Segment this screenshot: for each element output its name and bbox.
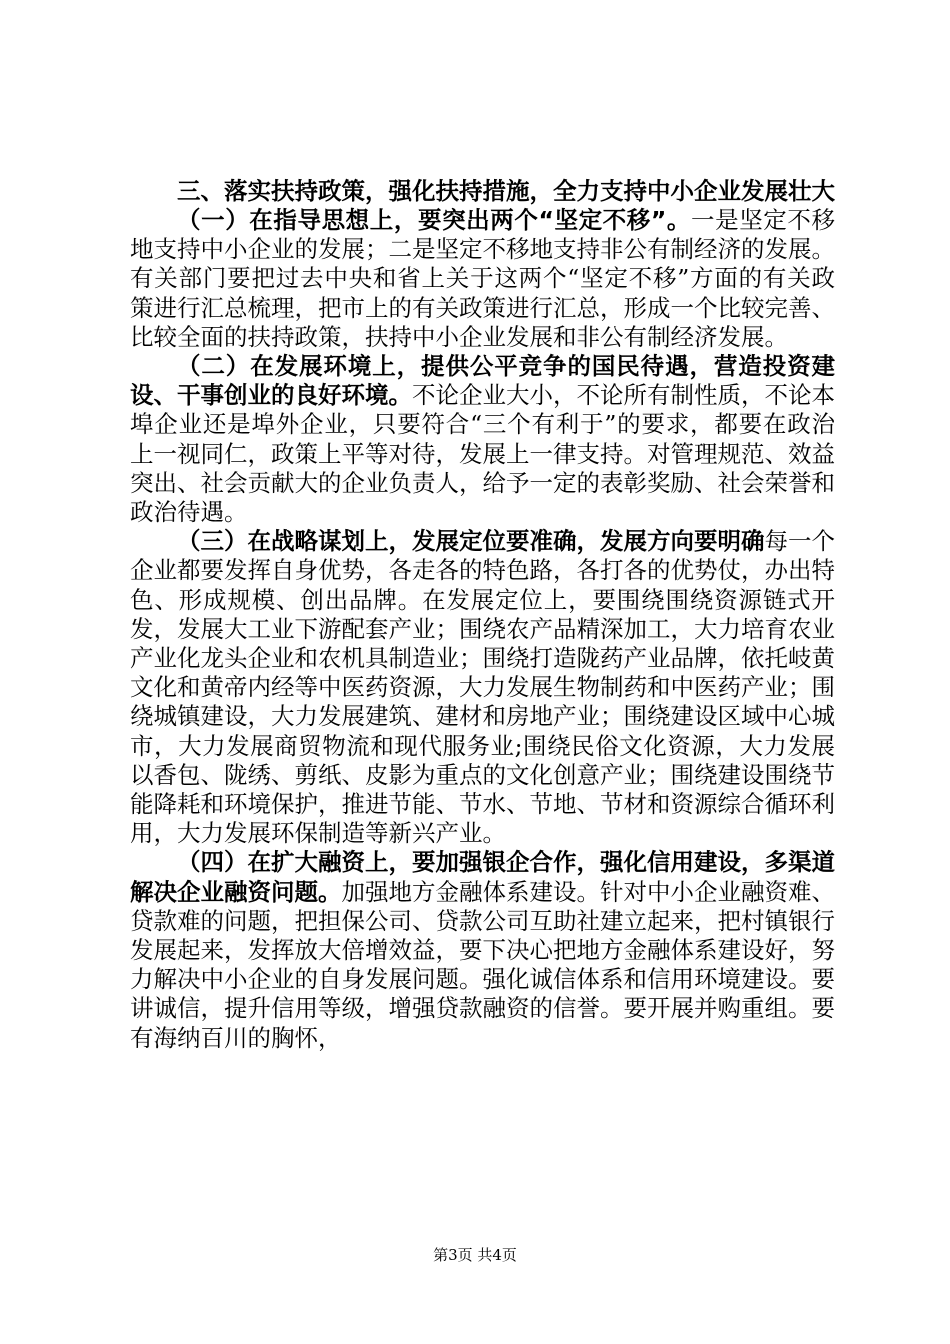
paragraph-2-body: 不论企业大小，不论所有制性质，不论本埠企业还是埠外企业，只要符合“三个有利于”的要求，都要在政治上一视同仁，政策上平等对待，发展上一律支持。对管理规范、效益突出、社会贡献大的企业负责人，给予一定的表彰奖励、社会荣誉和政治待遇。: [130, 381, 835, 527]
paragraph-2-lead: （二）在发展环境上，提供公平竞争的国民待遇，营造投资建设、干事创业的良好环境。: [130, 352, 835, 410]
paragraph-2: [130, 352, 835, 527]
paragraph-4-body: 加强地方金融体系建设。针对中小企业融资难、贷款难的问题，把担保公司、贷款公司互助社建立起来，把村镇银行发展起来，发挥放大倍增效益，要下决心把地方金融体系建设好，努力解决中小企业的自身发展问题。强化诚信体系和信用环境建设。要讲诚信，提升信用等级，增强贷款融资的信誉。要开展并购重组。要有海纳百川的胸怀，: [130, 877, 835, 1052]
document-body: [130, 177, 835, 1053]
paragraph-1-lead: （一）在指导思想上，要突出两个“坚定不移”。: [177, 206, 692, 234]
section-heading: 三、落实扶持政策，强化扶持措施，全力支持中小企业发展壮大: [177, 177, 835, 205]
paragraph-3-body: 每一个企业都要发挥自身优势，各走各的特色路，各打各的优势仗，办出特色、形成规模、创出品牌。在发展定位上，要围绕围绕资源链式开发，发展大工业下游配套产业；围绕农产品精深加工，大力培育农业产业化龙头企业和农机具制造业；围绕打造陇药产业品牌，依托岐黄文化和黄帝内经等中医药资源，大力发展生物制药和中医药产业；围绕城镇建设，大力发展建筑、建材和房地产业；围绕建设区域中心城市，大力发展商贸物流和现代服务业;围绕民俗文化资源，大力发展以香包、陇绣、剪纸、皮影为重点的文化创意产业；围绕建设围绕节能降耗和环境保护，推进节能、节水、节地、节材和资源综合循环利用，大力发展环保制造等新兴产业。: [130, 527, 835, 848]
paragraph-3: [130, 527, 835, 848]
paragraph-4: [130, 848, 835, 1052]
paragraph-4-lead: （四）在扩大融资上，要加强银企合作，强化信用建设，多渠道解决企业融资问题。: [130, 848, 835, 906]
paragraph-1: [130, 206, 835, 352]
paragraph-1-body: 一是坚定不移地支持中小企业的发展；二是坚定不移地支持非公有制经济的发展。有关部门要把过去中央和省上关于这两个“坚定不移”方面的有关政策进行汇总梳理，把市上的有关政策进行汇总，形成一个比较完善、比较全面的扶持政策，扶持中小企业发展和非公有制经济发展。: [130, 206, 835, 351]
paragraph-3-lead: （三）在战略谋划上，发展定位要准确，发展方向要明确: [177, 527, 765, 556]
page-footer: 第3页 共4页: [433, 1246, 517, 1264]
